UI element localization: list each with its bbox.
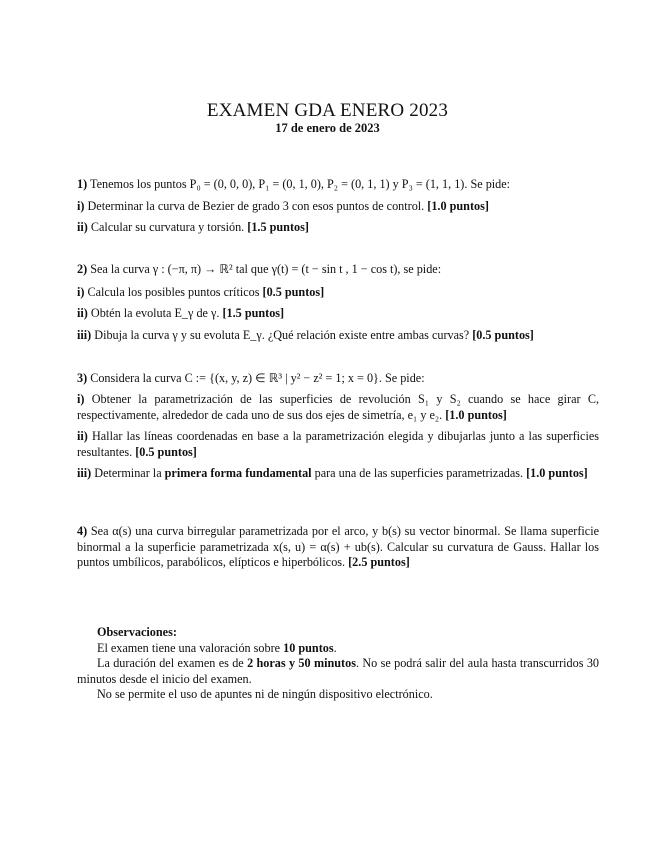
q3-i-points: [1.0 puntos] (445, 407, 507, 422)
q1-part-i (77, 199, 599, 215)
q3-ii-text: Hallar las líneas coordenadas en base a la parametrización elegida y dibujarlas junto a las superficies resultantes. (77, 429, 599, 459)
observation-1 (77, 641, 599, 657)
obs1-text-b: . (333, 640, 337, 655)
q2-part-iii (77, 328, 599, 344)
q4-text: Sea α(s) una curva birregular parametrizada por el arco, y b(s) su vector binormal. Se llama superficie binormal a la superficie parametrizada x(s, u) = α(s) + ub(s). Calcular su curvatura de Gauss. Hallar los puntos umbílicos, parabólicos, elípticos e hiperbólicos. (77, 524, 599, 570)
q3-iii-label: iii) (77, 466, 92, 480)
q2-ii-label: ii) (77, 306, 88, 320)
q4-points: [2.5 puntos] (348, 555, 410, 570)
observation-3: No se permite el uso de apuntes ni de ningún dispositivo electrónico. (97, 687, 433, 702)
q3-i-label: i) (77, 392, 85, 406)
q3-intro-text: Considera la curva C := {(x, y, z) ∈ ℝ³ | y² − z² = 1; x = 0}. Se pide: (90, 371, 425, 385)
q1-i-label: i) (77, 199, 85, 213)
obs2-bold: 2 horas y 50 minutos (247, 656, 356, 671)
q2-part-i (77, 285, 599, 301)
q4-body (77, 524, 599, 571)
q2-ii-text: Obtén la evoluta E_γ de γ. (90, 306, 220, 320)
q1-intro-text: Tenemos los puntos P₀ = (0, 0, 0), P₁ = (0, 1, 0), P₂ = (0, 1, 1) y P₃ = (1, 1, 1). Se pide: (89, 177, 511, 191)
q1-ii-points: [1.5 puntos] (247, 220, 309, 234)
q2-i-label: i) (77, 285, 85, 299)
q1-number: 1) (77, 177, 88, 191)
obs1-text-a: El examen tiene una valoración sobre (97, 640, 281, 655)
q3-iii-text-b: para una de las superficies parametrizadas. (314, 466, 524, 480)
q3-intro (77, 371, 599, 387)
q2-part-ii (77, 306, 599, 322)
q3-iii-text-a: Determinar la (94, 466, 162, 480)
q1-i-points: [1.0 puntos] (427, 199, 489, 213)
exam-date: 17 de enero de 2023 (275, 121, 380, 135)
q1-ii-label: ii) (77, 220, 88, 234)
exam-title: EXAMEN GDA ENERO 2023 (206, 100, 449, 121)
q3-part-iii (77, 466, 599, 482)
q4-number: 4) (77, 524, 88, 538)
q2-number: 2) (77, 262, 88, 276)
observations-heading: Observaciones: (97, 625, 177, 639)
q2-i-points: [0.5 puntos] (262, 285, 325, 299)
q3-part-ii (77, 429, 599, 460)
q3-iii-bold: primera forma fundamental (164, 466, 312, 480)
q3-number: 3) (77, 371, 88, 385)
q2-iii-label: iii) (77, 328, 92, 342)
q2-intro-text: Sea la curva γ : (−π, π) → ℝ² tal que γ(t) = (t − sin t , 1 − cos t), se pide: (90, 262, 442, 276)
q2-iii-text: Dibuja la curva γ y su evoluta E_γ. ¿Qué relación existe entre ambas curvas? (94, 328, 470, 342)
observations-block (77, 625, 599, 703)
q3-i-text: Obtener la parametrización de las superficies de revolución S₁ y S₂ cuando se hace girar C, respectivamente, alrededor de cada uno de sus dos ejes de simetría, e₁ y e₂. (77, 392, 600, 422)
q2-i-text: Calcula los posibles puntos críticos (87, 285, 260, 299)
observation-2 (77, 656, 599, 687)
q3-ii-points: [0.5 puntos] (135, 444, 197, 459)
q1-intro (77, 177, 599, 193)
q3-iii-points: [1.0 puntos] (526, 466, 588, 480)
q2-iii-points: [0.5 puntos] (472, 328, 534, 342)
q2-ii-points: [1.5 puntos] (222, 306, 285, 320)
q3-ii-label: ii) (77, 429, 88, 443)
q1-i-text: Determinar la curva de Bezier de grado 3 con esos puntos de control. (87, 199, 425, 213)
q1-ii-text: Calcular su curvatura y torsión. (90, 220, 245, 234)
obs1-bold: 10 puntos (283, 640, 334, 655)
q2-intro (77, 262, 599, 278)
q3-part-i (77, 392, 599, 423)
q1-part-ii (77, 220, 599, 236)
obs2-text-a: La duración del examen es de (97, 656, 244, 671)
obs2-text-b: . No se podrá salir del aula hasta transcurridos 30 minutos desde el inicio del examen. (77, 656, 600, 686)
